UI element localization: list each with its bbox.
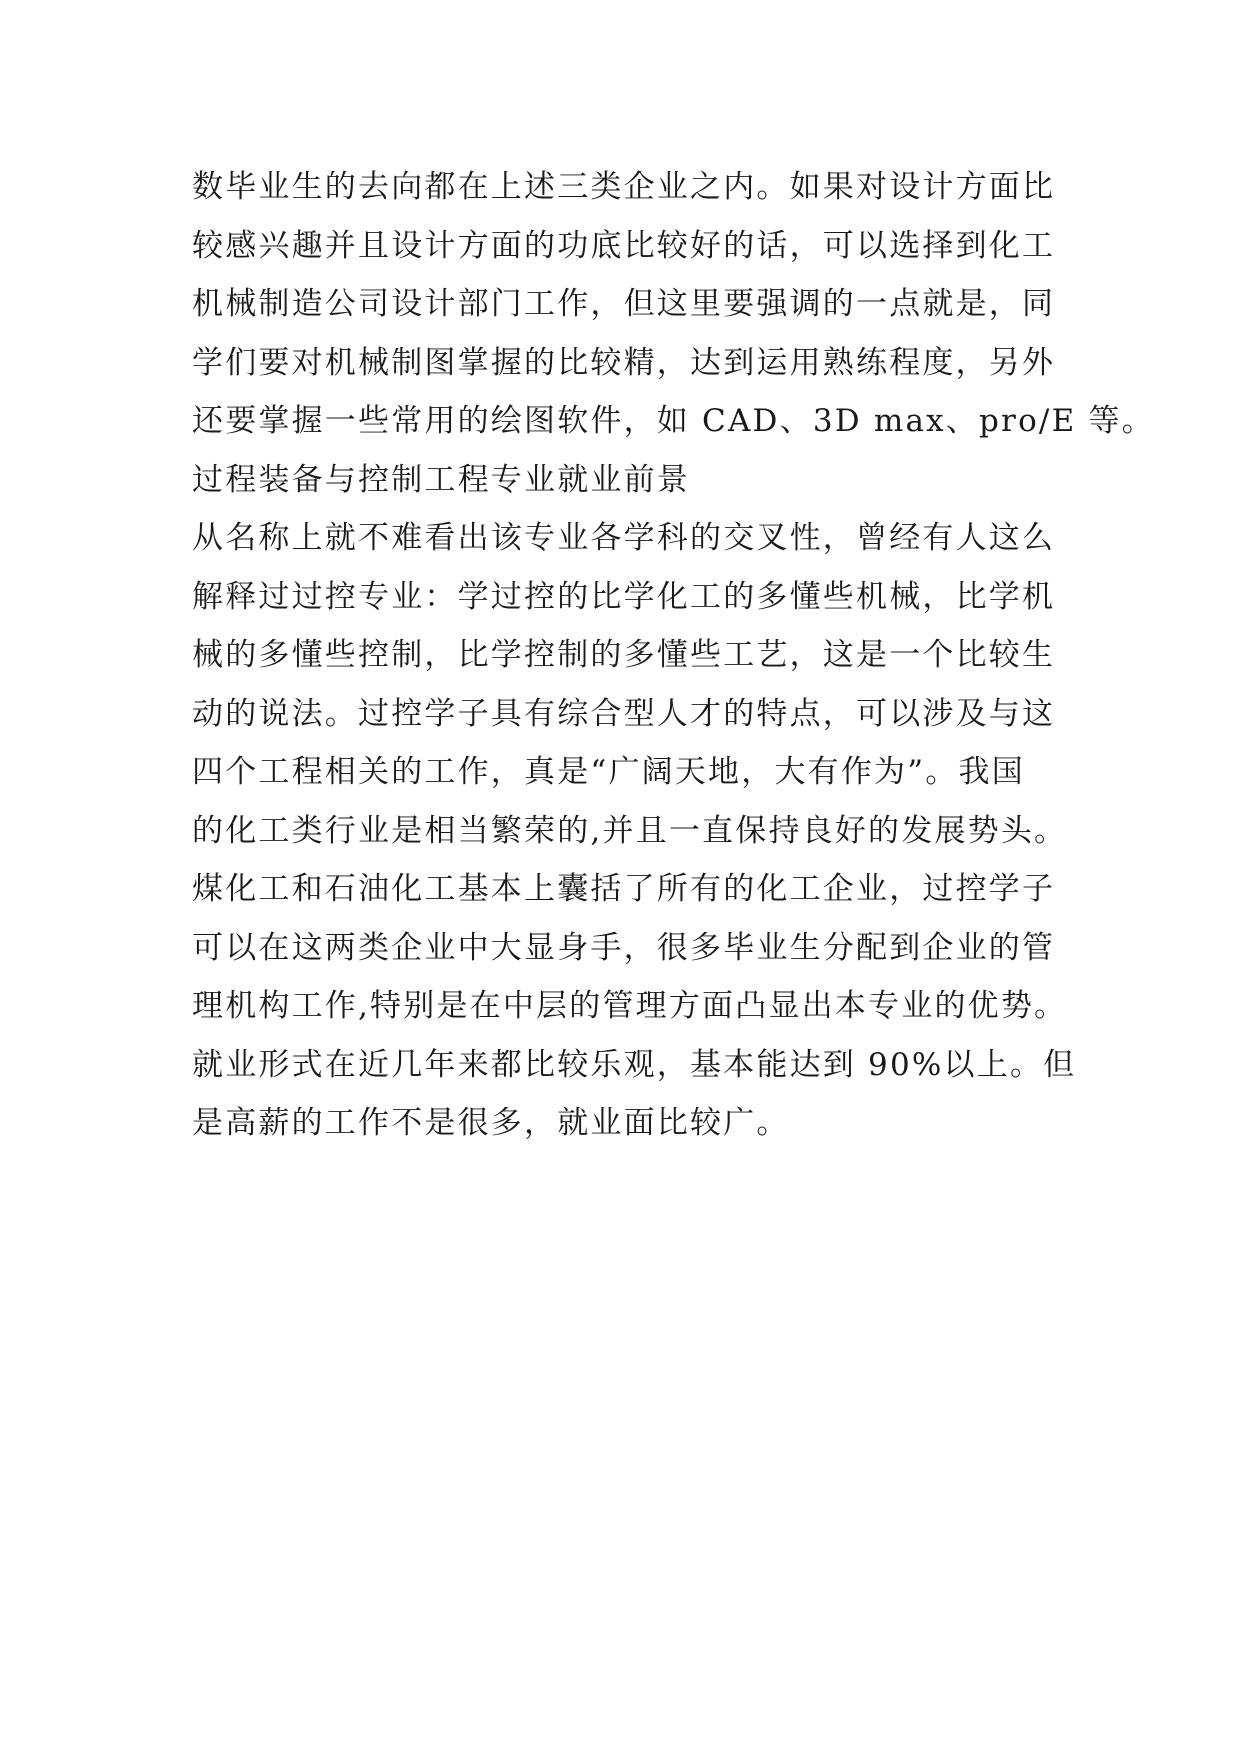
text-line: 理机构工作,特别是在中层的管理方面凸显出本专业的优势。 <box>192 988 1068 1024</box>
text-line: 可以在这两类企业中大显身手，很多毕业生分配到企业的管 <box>192 929 1056 966</box>
text-line: 动的说法。过控学子具有综合型人才的特点，可以涉及与这 <box>192 695 1056 732</box>
body-text <box>192 158 1155 1153</box>
text-line: 就业形式在近几年来都比较乐观，基本能达到 90%以上。但 <box>192 1046 1077 1083</box>
text-line: 解释过过控专业：学过控的比学化工的多懂些机械，比学机 <box>192 578 1056 615</box>
text-line: 是高薪的工作不是很多，就业面比较广。 <box>192 1105 790 1141</box>
text-line: 较感兴趣并且设计方面的功底比较好的话，可以选择到化工 <box>192 227 1056 264</box>
text-line: 数毕业生的去向都在上述三类企业之内。如果对设计方面比 <box>192 169 1056 205</box>
text-line: 四个工程相关的工作，真是“广阔天地，大有作为”。我国 <box>192 754 1025 790</box>
text-line: 学们要对机械制图掌握的比较精，达到运用熟练程度，另外 <box>192 344 1056 381</box>
text-line: 还要掌握一些常用的绘图软件，如 CAD、3D max、pro/E 等。 <box>192 403 1155 439</box>
text-line: 煤化工和石油化工基本上囊括了所有的化工企业，过控学子 <box>192 871 1056 907</box>
text-line: 械的多懂些控制，比学控制的多懂些工艺，这是一个比较生 <box>192 637 1056 673</box>
text-line: 机械制造公司设计部门工作，但这里要强调的一点就是，同 <box>192 286 1056 322</box>
text-line: 的化工类行业是相当繁荣的,并且一直保持良好的发展势头。 <box>192 812 1068 849</box>
text-line: 从名称上就不难看出该专业各学科的交叉性，曾经有人这么 <box>192 520 1056 556</box>
section-heading: 过程装备与控制工程专业就业前景 <box>192 461 690 498</box>
